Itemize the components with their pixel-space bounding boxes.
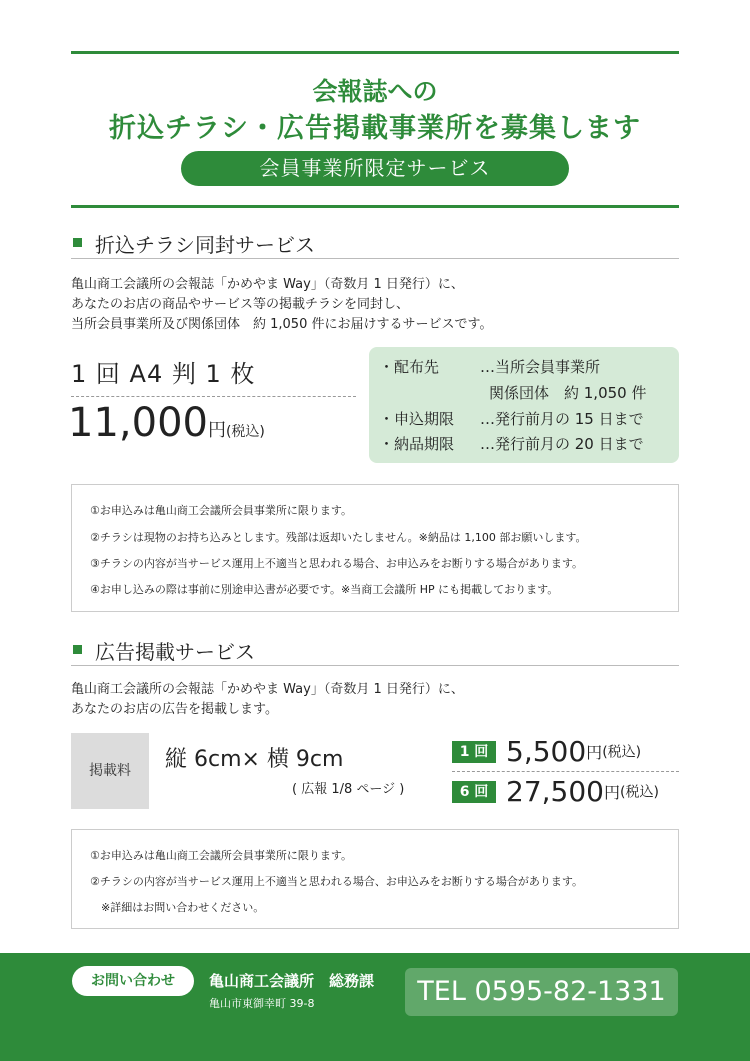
distribution-label: ・配布先 xyxy=(379,358,440,376)
ad-desc-line: あなたのお店の広告を掲載します。 xyxy=(71,702,278,717)
price-tax: (税込) xyxy=(620,784,659,801)
flyer-notes-box xyxy=(71,484,679,612)
ad-service-title: 広告掲載サービス xyxy=(95,640,255,664)
distribution-value: 関係団体 約 1,050 件 xyxy=(489,384,647,402)
fee-label: 掲載料 xyxy=(71,733,149,809)
ad-page-note: ( 広報 1/8 ページ ) xyxy=(292,782,405,797)
square-bullet-icon xyxy=(73,238,82,247)
headline-line1: 会報誌への xyxy=(312,77,438,106)
ad-notes-box xyxy=(71,829,679,929)
price-unit: 円 xyxy=(586,743,603,762)
headline-line2: 折込チラシ・広告掲載事業所を募集します xyxy=(109,113,641,144)
flyer-desc-line: 当所会員事業所及び関係団体 約 1,050 件にお届けするサービスです。 xyxy=(71,317,493,332)
note-item: ②チラシの内容が当サービス運用上不適当と思われる場合、お申込みをお断りする場合があります。 xyxy=(90,875,583,888)
price-tag: 6 回 xyxy=(452,781,496,803)
flyer-desc-line: 亀山商工会議所の会報誌「かめやま Way」（奇数月 1 日発行）に、 xyxy=(71,277,464,292)
price-tax: (税込) xyxy=(602,744,642,761)
top-divider xyxy=(71,51,679,54)
distribution-label: ・納品期限 xyxy=(379,435,455,453)
contact-label: お問い合わせ xyxy=(72,966,194,996)
dotted-divider xyxy=(71,396,356,397)
flyer-spec: 1 回 A4 判 1 枚 xyxy=(71,360,256,388)
flyer-desc-line: あなたのお店の商品やサービス等の掲載チラシを同封し、 xyxy=(71,297,410,312)
distribution-row xyxy=(379,433,644,454)
ad-service-description xyxy=(71,680,681,720)
price-row-6x xyxy=(452,775,659,808)
flyer-price-unit: 円 xyxy=(207,420,226,441)
price-tag: 1 回 xyxy=(452,741,496,763)
flyer-price-tax: (税込) xyxy=(225,424,265,440)
ad-desc-line: 亀山商工会議所の会報誌「かめやま Way」（奇数月 1 日発行）に、 xyxy=(71,682,464,697)
organization-name: 亀山商工会議所 総務課 xyxy=(209,972,375,990)
flyer-service-description xyxy=(71,275,681,335)
note-item: ①お申込みは亀山商工会議所会員事業所に限ります。 xyxy=(90,504,352,517)
ad-service-heading xyxy=(71,636,679,666)
telephone-number[interactable]: TEL 0595-82-1331 xyxy=(405,968,678,1016)
contact-footer xyxy=(0,953,750,1061)
flyer-service-title: 折込チラシ同封サービス xyxy=(95,233,315,257)
flyer-service-heading xyxy=(71,229,679,259)
distribution-row xyxy=(379,382,646,403)
price-unit: 円 xyxy=(603,783,620,802)
header-bottom-divider xyxy=(71,205,679,208)
distribution-row xyxy=(379,408,644,429)
dotted-divider xyxy=(452,771,679,772)
organization-address: 亀山市東御幸町 39-8 xyxy=(209,997,315,1010)
distribution-value: …当所会員事業所 xyxy=(480,358,601,376)
note-item: ②チラシは現物のお持ち込みとします。残部は返却いたしません。※納品は 1,100 部お願いします。 xyxy=(90,531,587,544)
note-item: ①お申込みは亀山商工会議所会員事業所に限ります。 xyxy=(90,849,352,862)
note-item: ③チラシの内容が当サービス運用上不適当と思われる場合、お申込みをお断りする場合があります。 xyxy=(90,557,583,570)
square-bullet-icon xyxy=(73,645,82,654)
note-item: ④お申し込みの際は事前に別途申込書が必要です。※当商工会議所 HP にも掲載しております。 xyxy=(90,583,559,596)
note-item: ※詳細はお問い合わせください。 xyxy=(90,901,265,914)
distribution-row xyxy=(379,356,600,377)
flyer-price xyxy=(68,400,265,446)
distribution-label: ・申込期限 xyxy=(379,410,455,428)
flyer-price-amount: 11,000 xyxy=(68,400,208,446)
price-amount: 27,500 xyxy=(506,775,604,808)
distribution-info-box xyxy=(369,347,679,463)
distribution-value: …発行前月の 20 日まで xyxy=(480,435,644,453)
price-amount: 5,500 xyxy=(506,735,587,768)
price-row-1x xyxy=(452,735,641,768)
ad-size: 縦 6cm× 横 9cm xyxy=(165,747,344,772)
members-only-badge: 会員事業所限定サービス xyxy=(181,151,569,186)
distribution-value: …発行前月の 15 日まで xyxy=(480,410,644,428)
